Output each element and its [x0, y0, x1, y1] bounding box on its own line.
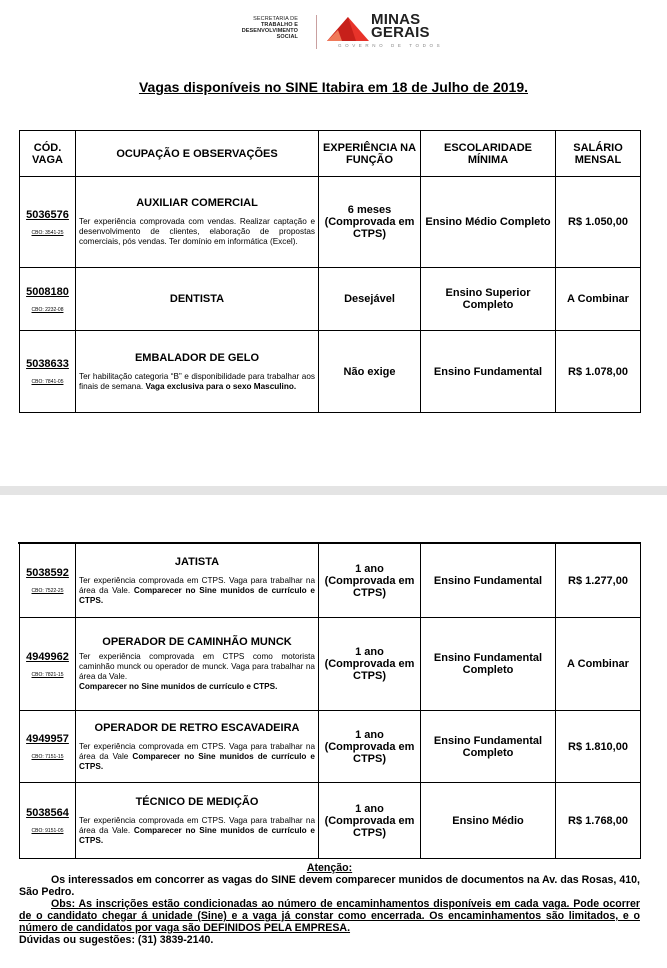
occupation-title: JATISTA — [174, 555, 220, 568]
occupation-title: OPERADOR DE CAMINHÃO MUNCK — [102, 636, 292, 648]
table-row — [20, 177, 641, 268]
job-code-link[interactable]: 4949957 — [26, 733, 69, 745]
col-header-salario: SALÁRIO MENSAL — [556, 131, 641, 177]
occupation-desc — [79, 652, 315, 692]
secretaria-line: DESENVOLVIMENTO — [241, 28, 298, 34]
job-code-cell — [20, 331, 76, 413]
occupation-title: EMBALADOR DE GELO — [134, 351, 260, 364]
salary-cell: A Combinar — [556, 268, 641, 331]
jobs-table-1 — [19, 130, 641, 413]
occupation-cell — [76, 331, 319, 413]
page-title: Vagas disponíveis no SINE Itabira em 18 de Julho de 2019. — [138, 79, 529, 95]
table-row — [20, 783, 641, 859]
brand-line: MINAS — [371, 11, 421, 28]
education-cell: Ensino Fundamental — [421, 544, 556, 618]
cbo-code: CBO: 7151-15 — [31, 754, 64, 760]
occupation-desc — [79, 217, 315, 247]
experience-cell: Não exige — [319, 331, 421, 413]
salary-cell: R$ 1.277,00 — [556, 544, 641, 618]
experience-cell: 1 ano (Comprovada em CTPS) — [319, 544, 421, 618]
table-row — [20, 268, 641, 331]
desc-bold-text: Comparecer no Sine munidos de currículo e CTPS. — [79, 682, 278, 691]
job-code-link[interactable]: 5008180 — [26, 285, 69, 298]
secretaria-line: TRABALHO E — [260, 22, 298, 28]
page-break-band — [0, 486, 667, 495]
experience-cell: 1 ano (Comprovada em CTPS) — [319, 711, 421, 783]
job-code-link[interactable]: 5038564 — [26, 807, 69, 819]
experience-cell: 1 ano (Comprovada em CTPS) — [319, 618, 421, 711]
secretaria-label — [242, 16, 298, 40]
desc-text: Ter experiência comprovada com vendas. Realizar captação e desenvolvimento de clientes, elaboração de propostas comerciais, pós vendas. Ter domínio em informática (Excel). — [79, 217, 315, 246]
desc-bold-text: Comparecer no Sine munidos de currículo e CTPS. — [79, 825, 315, 845]
brand-wordmark — [371, 13, 430, 39]
desc-text: Ter experiência comprovada em CTPS. Vaga para trabalhar na área da Vale. — [79, 815, 315, 835]
occupation-desc — [79, 816, 315, 846]
jobs-table-2 — [19, 543, 641, 859]
desc-text: Ter experiência comprovada em CTPS. Vaga para trabalhar na área da Vale. — [79, 575, 315, 595]
occupation-cell — [76, 544, 319, 618]
desc-text: Ter experiência comprovada em CTPS. Vaga para trabalhar na área da Vale — [79, 741, 315, 761]
experience-cell: 1 ano (Comprovada em CTPS) — [319, 783, 421, 859]
occupation-desc — [79, 576, 315, 606]
logo-divider — [316, 15, 317, 49]
job-code-cell — [20, 544, 76, 618]
salary-cell: A Combinar — [556, 618, 641, 711]
minas-gerais-triangle-icon — [326, 16, 370, 42]
col-header-experiencia: EXPERIÊNCIA NA FUNÇÃO — [319, 131, 421, 177]
occupation-title: TÉCNICO DE MEDIÇÃO — [135, 795, 259, 808]
desc-text: Ter habilitação categoria “B” e disponibilidade para trabalhar aos finais de semana. — [79, 371, 315, 391]
occupation-title: DENTISTA — [169, 293, 225, 305]
observation-note — [19, 898, 640, 934]
job-code-link[interactable]: 5036576 — [26, 208, 69, 221]
table-row — [20, 544, 641, 618]
desc-bold-text: Comparecer no Sine munidos de currículo e CTPS. — [79, 751, 315, 771]
cbo-code: CBO: 7522-25 — [31, 588, 64, 594]
education-cell: Ensino Fundamental — [421, 331, 556, 413]
occupation-cell — [76, 177, 319, 268]
occupation-cell — [76, 618, 319, 711]
education-cell: Ensino Fundamental Completo — [421, 618, 556, 711]
education-cell: Ensino Fundamental Completo — [421, 711, 556, 783]
desc-text: Ter experiência comprovada em CTPS como motorista caminhão munck ou operador de munck. Vaga para trabalhar na área da Vale. — [79, 652, 315, 681]
table-row — [20, 331, 641, 413]
contact-info: Dúvidas ou sugestões: (31) 3839-2140. — [19, 934, 214, 946]
occupation-desc — [79, 372, 315, 392]
desc-bold-text: Vaga exclusiva para o sexo Masculino. — [145, 381, 297, 391]
cbo-code: CBO: 3541-25 — [31, 229, 64, 236]
attention-heading: Atenção: — [306, 862, 353, 874]
education-cell: Ensino Superior Completo — [421, 268, 556, 331]
occupation-cell — [76, 711, 319, 783]
salary-cell: R$ 1.810,00 — [556, 711, 641, 783]
job-code-cell — [20, 268, 76, 331]
occupation-title: OPERADOR DE RETRO ESCAVADEIRA — [94, 721, 300, 734]
brand-line: GERAIS — [371, 24, 430, 41]
cbo-code: CBO: 2232-08 — [31, 306, 64, 313]
header-logo — [228, 12, 448, 52]
cbo-code: CBO: 9151-05 — [31, 828, 64, 834]
table-row — [20, 618, 641, 711]
address-note: Os interessados em concorrer as vagas do SINE devem comparecer munidos de documentos na Av. das Rosas, 410, São Pedro. — [19, 874, 640, 898]
job-code-link[interactable]: 4949962 — [26, 650, 69, 663]
salary-cell: R$ 1.050,00 — [556, 177, 641, 268]
secretaria-line: SOCIAL — [276, 34, 298, 40]
job-code-link[interactable]: 5038633 — [26, 358, 69, 370]
brand-tagline: GOVERNO DE TODOS — [338, 43, 444, 48]
job-code-cell — [20, 783, 76, 859]
occupation-title: AUXILIAR COMERCIAL — [136, 197, 258, 209]
secretaria-line: SECRETARIA DE — [253, 16, 298, 22]
job-code-link[interactable]: 5038592 — [26, 567, 69, 579]
job-code-cell — [20, 618, 76, 711]
occupation-desc — [79, 742, 315, 772]
occupation-cell — [76, 268, 319, 331]
col-header-escolaridade: ESCOLARIDADE MÍNIMA — [421, 131, 556, 177]
col-header-ocupacao: OCUPAÇÃO E OBSERVAÇÕES — [76, 131, 319, 177]
job-code-cell — [20, 711, 76, 783]
experience-cell: Desejável — [319, 268, 421, 331]
table-header-row — [20, 131, 641, 177]
cbo-code: CBO: 7821-15 — [31, 671, 64, 678]
footer-notes — [19, 862, 640, 946]
observation-text: Obs: As inscrições estão condicionadas ao número de encaminhamentos disponíveis em cada vaga. Pode ocorrer de o candidato chegar á unidade (Sine) e a vaga já constar como encerrada. Os encaminhamentos são limitados, e o número de candidatos por vaga são DEFINIDOS PELA EMPRESA. — [19, 898, 640, 934]
desc-bold-text: Comparecer no Sine munidos de currículo e CTPS. — [79, 585, 315, 605]
salary-cell: R$ 1.768,00 — [556, 783, 641, 859]
education-cell: Ensino Médio — [421, 783, 556, 859]
education-cell: Ensino Médio Completo — [421, 177, 556, 268]
occupation-cell — [76, 783, 319, 859]
table-row — [20, 711, 641, 783]
job-code-cell — [20, 177, 76, 268]
experience-cell: 6 meses (Comprovada em CTPS) — [319, 177, 421, 268]
col-header-cod: CÓD. VAGA — [20, 131, 76, 177]
cbo-code: CBO: 7841-05 — [31, 379, 64, 385]
salary-cell: R$ 1.078,00 — [556, 331, 641, 413]
